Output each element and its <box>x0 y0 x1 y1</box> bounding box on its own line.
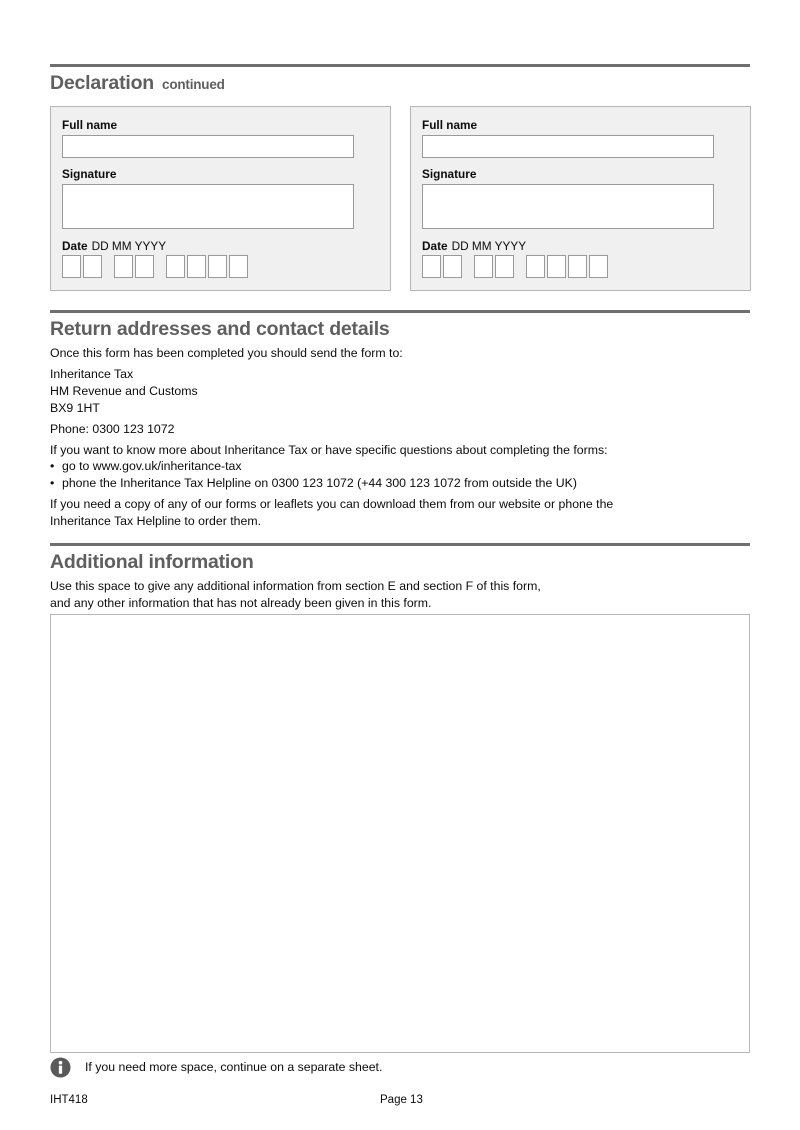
date-label-text: Date <box>62 239 88 253</box>
date-format-hint: DD MM YYYY <box>91 239 167 253</box>
form-code: IHT418 <box>50 1094 88 1106</box>
list-item <box>50 458 577 475</box>
address-line-3: BX9 1HT <box>50 401 100 415</box>
date-month-digit-2[interactable] <box>495 255 514 278</box>
section-rule-return-addresses <box>50 310 750 313</box>
date-year-digit-1[interactable] <box>526 255 545 278</box>
address-line-1: Inheritance Tax <box>50 367 134 381</box>
instruction-line-2: and any other information that has not already been given in this form. <box>50 596 432 610</box>
declaration-box-2 <box>410 106 751 291</box>
bullet-dot: • <box>50 459 55 473</box>
additional-info-instructions <box>50 578 541 612</box>
date-year-digit-2[interactable] <box>187 255 206 278</box>
declaration-heading <box>50 72 225 95</box>
signature-label: Signature <box>62 167 117 181</box>
date-year-digit-4[interactable] <box>589 255 608 278</box>
additional-info-textarea[interactable] <box>50 614 750 1053</box>
continuation-note-text: If you need more space, continue on a separate sheet. <box>85 1060 383 1074</box>
copy-line-2: Inheritance Tax Helpline to order them. <box>50 514 261 528</box>
date-day-digit-2[interactable] <box>83 255 102 278</box>
date-month-digit-1[interactable] <box>114 255 133 278</box>
full-name-input[interactable] <box>62 135 354 158</box>
copy-line-1: If you need a copy of any of our forms or leaflets you can download them from our website or phone the <box>50 497 614 511</box>
date-month-digit-2[interactable] <box>135 255 154 278</box>
signature-field[interactable] <box>62 184 354 229</box>
date-year-digit-2[interactable] <box>547 255 566 278</box>
date-label <box>62 239 166 253</box>
full-name-label: Full name <box>422 118 478 132</box>
date-year-digit-4[interactable] <box>229 255 248 278</box>
return-addresses-title: Return addresses and contact details <box>50 318 390 340</box>
signature-label: Signature <box>422 167 477 181</box>
declaration-title: Declaration <box>50 72 155 94</box>
instruction-line-1: Use this space to give any additional information from section E and section F of this form, <box>50 579 541 593</box>
address-line-2: HM Revenue and Customs <box>50 384 198 398</box>
signature-field[interactable] <box>422 184 714 229</box>
date-label <box>422 239 526 253</box>
declaration-box-1 <box>50 106 391 291</box>
more-info-text: If you want to know more about Inheritance Tax or have specific questions about completing the forms: <box>50 443 608 457</box>
date-year-digit-3[interactable] <box>208 255 227 278</box>
return-phone: Phone: 0300 123 1072 <box>50 422 175 436</box>
section-rule-declaration <box>50 64 750 67</box>
list-item <box>50 475 577 492</box>
declaration-subtitle: continued <box>162 77 225 92</box>
info-bullets <box>50 458 577 492</box>
bullet-text-website: go to www.gov.uk/inheritance-tax <box>62 459 242 473</box>
date-day-digit-1[interactable] <box>62 255 81 278</box>
date-day-digit-2[interactable] <box>443 255 462 278</box>
date-label-text: Date <box>422 239 448 253</box>
date-day-digit-1[interactable] <box>422 255 441 278</box>
bullet-text-helpline: phone the Inheritance Tax Helpline on 0300 123 1072 (+44 300 123 1072 from outside the UK) <box>62 476 577 490</box>
info-icon <box>50 1057 71 1078</box>
full-name-input[interactable] <box>422 135 714 158</box>
full-name-label: Full name <box>62 118 118 132</box>
return-address <box>50 366 198 417</box>
date-format-hint: DD MM YYYY <box>451 239 527 253</box>
additional-info-title: Additional information <box>50 551 254 573</box>
date-year-digit-3[interactable] <box>568 255 587 278</box>
copy-text <box>50 496 613 530</box>
return-intro: Once this form has been completed you should send the form to: <box>50 346 403 360</box>
bullet-dot: • <box>50 476 55 490</box>
date-year-digit-1[interactable] <box>166 255 185 278</box>
date-month-digit-1[interactable] <box>474 255 493 278</box>
page-number: Page 13 <box>380 1094 423 1106</box>
section-rule-additional-info <box>50 543 750 546</box>
